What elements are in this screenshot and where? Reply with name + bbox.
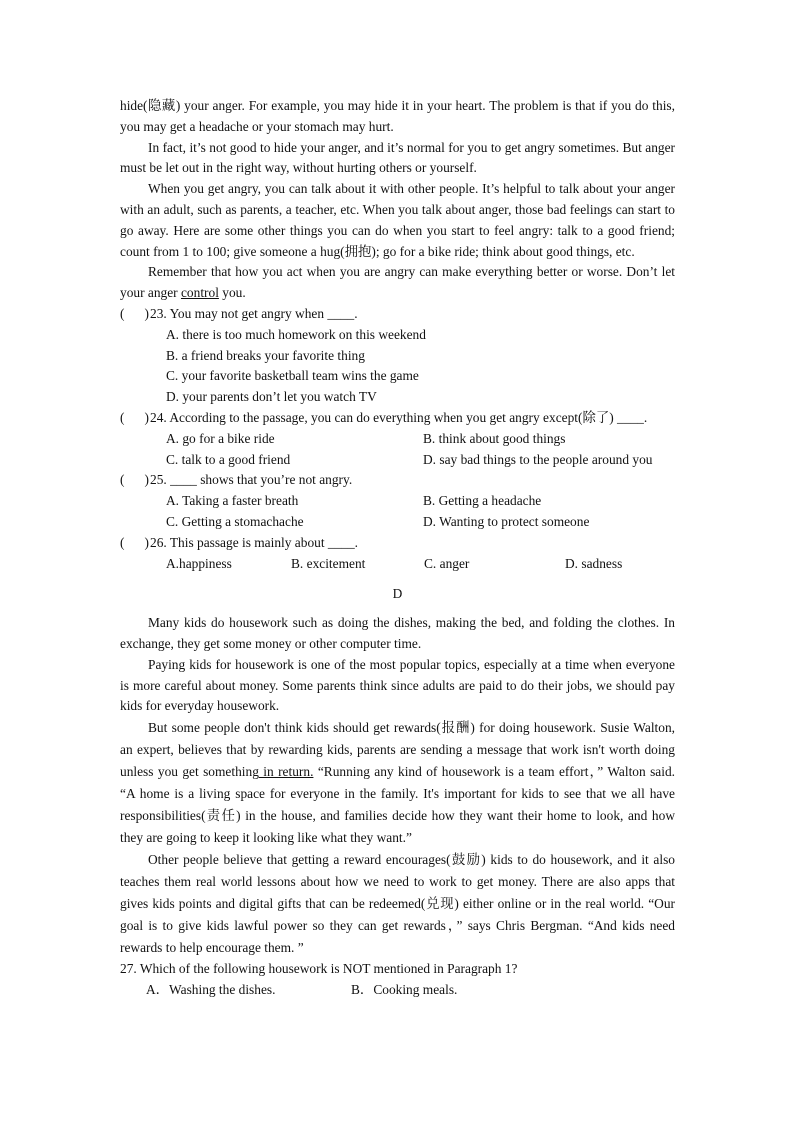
passage-d-paragraph-4: Other people believe that getting a reward encourages(鼓励) kids to do housework, and it also teaches them real world lessons about how we need to work to get money. There are also apps that gives kids points and digital gifts that can be redeemed(兑现) either online or in the real world. “Our goal is to give kids lawful power so they can get rewards，” says Chris Bergman. “And kids need rewards to help encourage them. ” [120,852,675,956]
option-a: A. go for a bike ride [166,430,275,446]
option-b: B. Getting a headache [423,493,542,509]
option-d: D. sadness [565,555,623,571]
option-c: C. your favorite basketball team wins the game [166,368,419,384]
option-c: C. talk to a good friend [166,451,291,467]
passage-c-paragraph-0 [120,96,675,138]
paragraph-text: Remember that how you act when you are angry can make everything better or worse. Don’t let your anger [120,264,675,301]
passage-c-paragraph-3 [120,262,675,304]
question-stem: 25. ____ shows that you’re not angry. [150,472,353,488]
paragraph-text: “Running any kind of housework is a team effort，” Walton said. “A home is a living space for everyone in the family. It's important for kids to see that we all have responsibilities(责任) in the house, and families decide how they want their home to look, and how they are going to keep it looking like what they want.” [120,764,675,846]
question-23 [120,304,675,408]
question-25 [120,470,675,532]
question-stem: 26. This passage is mainly about ____. [150,534,359,550]
option-d: D. say bad things to the people around you [423,451,653,467]
option-d: D. Wanting to protect someone [423,513,590,529]
question-stem: 27. Which of the following housework is NOT mentioned in Paragraph 1? [120,961,518,977]
question-24 [120,408,675,470]
option-b: B. excitement [291,555,366,571]
paragraph-text: But some people don't think kids should get rewards(报酬) for doing housework. Susie Walton, an expert, believes that by rewarding kids, parents are sending a message that work isn't worth doing unless you get something [120,720,675,780]
option-a: A.happiness [166,555,232,571]
option-b: B．Cooking meals. [351,981,458,997]
option-a: A. Taking a faster breath [166,493,299,509]
passage-d-paragraph-2: Paying kids for housework is one of the most popular topics, especially at a time when everyone is more careful about money. Some parents think since adults are paid to do their jobs, we should pay kids for everyday housework. [120,656,675,714]
underlined-phrase: in return. [258,764,314,780]
question-27 [120,959,675,1001]
answer-blank[interactable]: ( ) [120,472,150,488]
question-stem: 24. According to the passage, you can do everything when you get angry except(除了) ____. [150,409,648,425]
passage-d-paragraph-1: Many kids do housework such as doing the dishes, making the bed, and folding the clothes. In exchange, they get some money or other computer time. [120,615,675,651]
section-d-label: D [392,586,403,602]
option-a: A．Washing the dishes. [146,981,276,997]
passage-c-paragraph-1: In fact, it’s not good to hide your anger, and it’s normal for you to get angry sometimes. But anger must be let out in the right way, without hurting others or yourself. [120,139,675,176]
worksheet-page [120,96,675,1001]
option-list [120,325,675,408]
answer-blank[interactable]: ( ) [120,409,150,425]
answer-blank[interactable]: ( ) [120,305,150,321]
option-c: C. anger [424,555,470,571]
paragraph-text: you. [218,285,246,301]
question-26 [120,533,675,575]
option-list [120,554,675,575]
passage-c-paragraph-2: When you get angry, you can talk about it with other people. It’s helpful to talk about your anger with an adult, such as parents, a teacher, etc. When you talk about anger, those bad feelings can start to go away. Here are some other things you can do when you start to feel angry: talk to a good friend; count from 1 to 100; give someone a hug(拥抱); go for a bike ride; think about good things, etc. [120,181,675,259]
option-b: B. a friend breaks your favorite thing [166,347,365,363]
answer-blank[interactable]: ( ) [120,534,150,550]
option-c: C. Getting a stomachache [166,513,304,529]
option-d: D. your parents don’t let you watch TV [166,389,377,405]
paragraph-text: hide(隐藏) your anger. For example, you may hide it in your heart. The problem is that if you do this, you may get a headache or your stomach may hurt. [120,98,675,134]
option-list [120,429,675,471]
underlined-word: control [180,285,219,301]
option-list [120,491,675,533]
option-b: B. think about good things [423,430,566,446]
option-a: A. there is too much homework on this weekend [166,326,426,342]
option-list [120,980,675,1001]
question-stem: 23. You may not get angry when ____. [150,305,358,321]
passage-d-paragraph-3 [120,717,675,849]
